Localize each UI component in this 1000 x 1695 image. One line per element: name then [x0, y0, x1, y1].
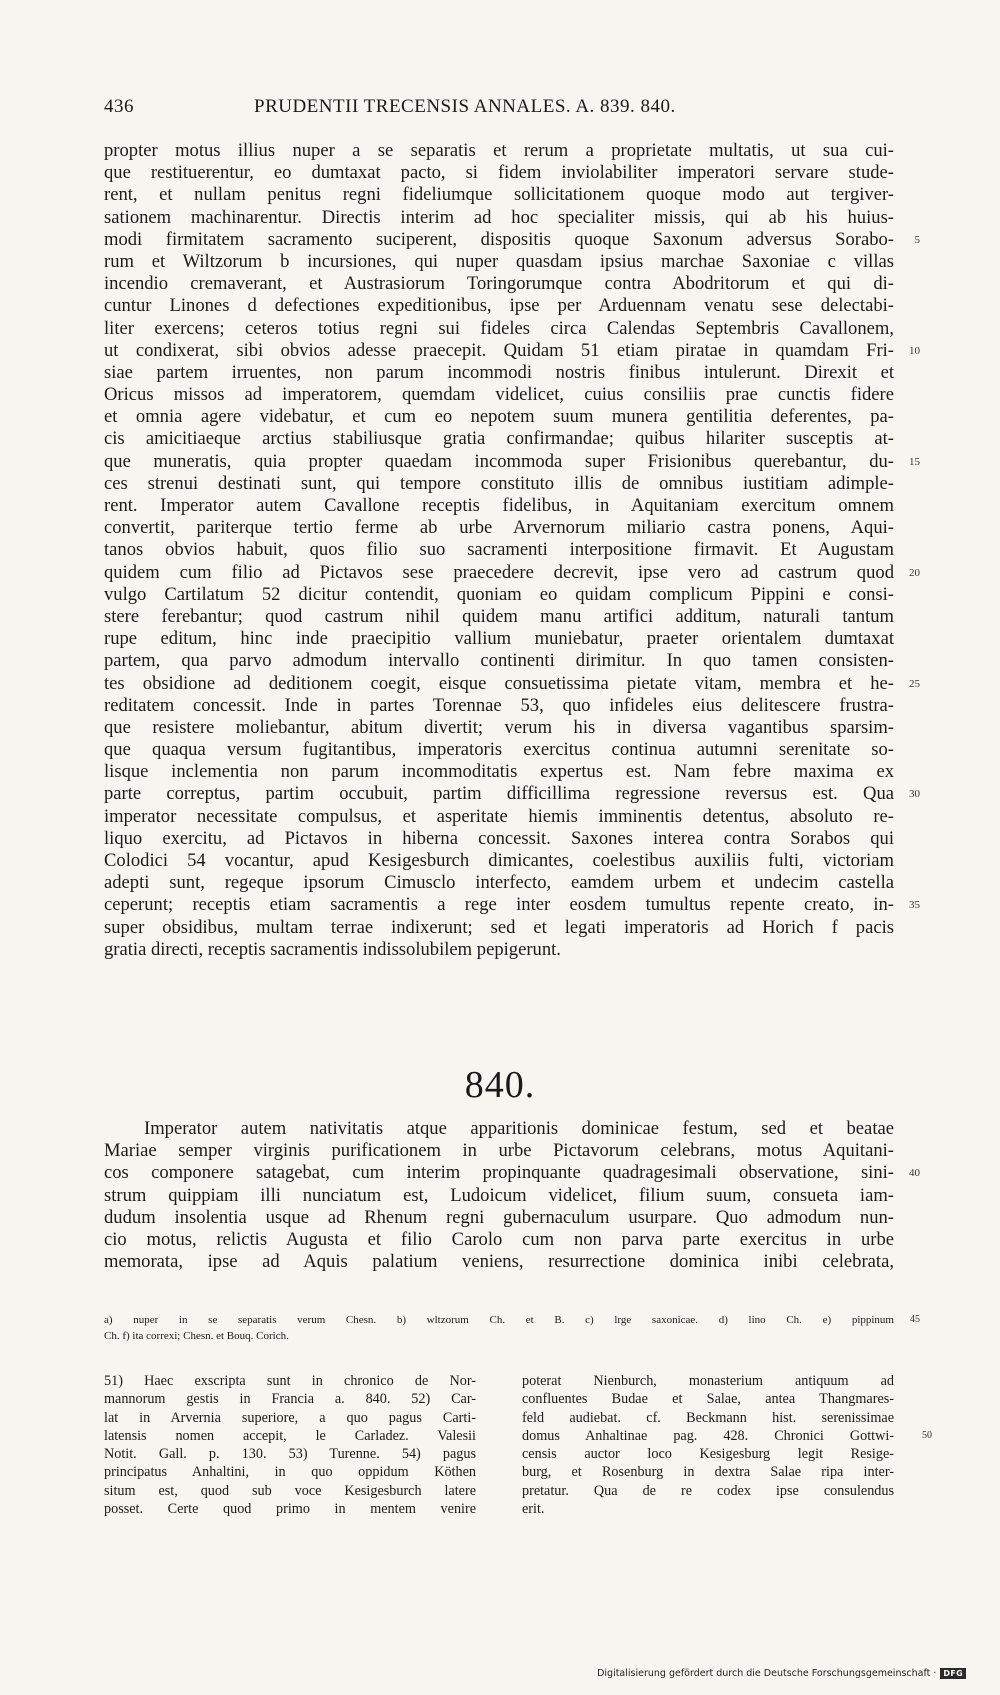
body-839-line: [104, 251, 894, 273]
note-right-line: [522, 1445, 894, 1463]
body-840-line: [104, 1162, 920, 1184]
body-839-line: [104, 495, 894, 517]
note-left-line-text: situm est, quod sub voce Kesigesburch latere: [104, 1482, 476, 1499]
body-840-line-text: cio motus, relictis Augusta et filio Carolo cum non parva parte exercitus in urbe: [104, 1228, 894, 1250]
body-839-line: [104, 850, 894, 872]
running-title: PRUDENTII TRECENSIS ANNALES. A. 839. 840.: [254, 96, 676, 117]
body-839-line: [104, 650, 894, 672]
year-heading: 840.: [464, 1064, 536, 1106]
page-number: 436: [104, 96, 134, 117]
body-839-line-text: partem, qua parvo admodum intervallo continenti dirimitur. In quo tamen consisten-: [104, 650, 894, 672]
body-839-line-text: siae partem irruentes, non parum incommodi nostris finibus intulerunt. Direxit et: [104, 361, 894, 383]
body-839-line: [104, 606, 894, 628]
body-839-line: [104, 473, 894, 495]
body-839-line-text: super obsidibus, multam terrae indixerunt; sed et legati imperatoris ad Horich f pacis: [104, 916, 894, 938]
body-840-line-text: cos componere satagebat, cum interim propinquante quadragesimali observatione, sini-: [104, 1162, 894, 1184]
body-839-line: [104, 428, 894, 450]
line-number: 5: [914, 233, 920, 246]
line-number: 50: [922, 1429, 932, 1441]
line-number: 35: [909, 899, 920, 912]
apparatus-line: [104, 1312, 920, 1328]
body-840-line-text: memorata, ipse ad Aquis palatium veniens, resurrectione dominica inibi celebrata,: [104, 1251, 894, 1273]
body-839-line: [104, 207, 894, 229]
body-839-line-text: gratia directi, receptis sacramentis indissolubilem pepigerunt.: [104, 938, 561, 960]
note-left-line: [104, 1409, 476, 1427]
body-839-line-text: stere ferebantur; quod castrum nihil quidem manu artifici additum, naturali tantum: [104, 605, 894, 627]
note-right-line-text: pretatur. Qua de re codex ipse consulendus: [522, 1482, 894, 1499]
note-right-line-text: burg, et Rosenburg in dextra Salae ripa inter-: [522, 1464, 894, 1481]
note-left-line-text: Notit. Gall. p. 130. 53) Turenne. 54) pagus: [104, 1446, 476, 1463]
body-839-line: [104, 739, 894, 761]
body-839-line-text: propter motus illius nuper a se separatis et rerum a proprietate multatis, ut sua cui-: [104, 140, 894, 161]
line-number: 25: [909, 677, 920, 690]
note-left-line-text: posset. Certe quod primo in mentem venire: [104, 1501, 476, 1518]
apparatus-line: [104, 1328, 894, 1344]
body-839-line-text: ceperunt; receptis etiam sacramentis a rege inter eosdem tumultus repente creato, in-: [104, 894, 894, 916]
body-840-line-text: dudum insolentia usque ad Rhenum regni gubernaculum usurpare. Quo admodum nun-: [104, 1206, 894, 1228]
main-text-840: [104, 1118, 920, 1273]
body-840-line: [104, 1140, 894, 1162]
body-839-line-text: modi firmitatem sacramento suciperent, dispositis quoque Saxonum adversus Sorabo-: [104, 228, 894, 250]
note-left-line-text: principatus Anhaltini, in quo oppidum Köthen: [104, 1464, 476, 1481]
body-839-line-text: cis amicitiaeque arctius stabiliusque gratia confirmandae; quibus hilariter susceptis at-: [104, 428, 894, 450]
body-839-line-text: liter exercens; ceteros totius regni sui fideles circa Calendas Septembris Cavallonem,: [104, 317, 894, 339]
line-number: 40: [909, 1167, 920, 1180]
body-839-line: [104, 783, 920, 805]
dfg-logo: DFG: [940, 1668, 966, 1679]
body-839-line: [104, 872, 894, 894]
body-839-line: [104, 517, 894, 539]
body-840-line-text: strum quippiam illi nunciatum est, Ludoicum videlicet, filium suum, consueta iam-: [104, 1184, 894, 1206]
body-839-line-text: imperator necessitate compulsus, et asperitate hiemis imminentis detentus, absoluto re-: [104, 805, 894, 827]
body-839-line: [104, 406, 894, 428]
body-839-line-text: parte correptus, partim occubuit, partim difficillima regressione reversus est. Qua: [104, 783, 894, 805]
body-839-line-text: cuntur Linones d defectiones expeditionibus, ipse per Arduennam venatu sese delectabi-: [104, 295, 894, 317]
body-840-line: [104, 1251, 894, 1273]
body-839-line: [104, 362, 894, 384]
note-left-line: [104, 1427, 476, 1445]
note-right-line: [522, 1372, 894, 1390]
body-839-line: [104, 917, 894, 939]
note-right-line: [522, 1463, 894, 1481]
body-839-line-text: et omnia agere videbatur, et cum eo nepotem suum munera gentilitia deferentes, pa-: [104, 406, 894, 428]
footnotes-right-column: [522, 1372, 932, 1518]
note-left-line-text: 51) Haec exscripta sunt in chronico de Nor-: [104, 1373, 476, 1389]
apparatus-line-text: Ch. f) ita correxi; Chesn. et Bouq. Corich.: [104, 1330, 289, 1342]
note-left-line-text: latensis nomen accepit, le Carladez. Valesii: [104, 1427, 476, 1444]
apparatus-line-text: a) nuper in se separatis verum Chesn. b) wltzorum Ch. et B. c) lrge saxonicae. d) lino Ch. e) pippinum: [104, 1314, 894, 1326]
body-839-line-text: Colodici 54 vocantur, apud Kesigesburch dimicantes, coelestibus auxiliis fulti, victoriam: [104, 850, 894, 871]
note-right-line-text: domus Anhaltinae pag. 428. Chronici Gottwi-: [522, 1427, 894, 1444]
body-839-line-text: incendio cremaverant, et Austrasiorum Toringorumque contra Abodritorum et qui di-: [104, 273, 894, 295]
body-840-line: [104, 1118, 894, 1140]
body-839-line-text: sationem machinarentur. Directis interim ad hoc specialiter missis, qui ab his huius-: [104, 206, 894, 228]
body-839-line-text: que quaqua versum fugitantibus, imperatoris exercitus continua autumni serenitate so-: [104, 739, 894, 761]
body-839-line-text: quidem cum filio ad Pictavos sese praecedere decrevit, ipse vero ad castrum quod: [104, 561, 894, 583]
note-right-line: [522, 1409, 894, 1427]
line-number: 45: [910, 1314, 920, 1325]
body-839-line: [104, 717, 894, 739]
main-text-839: [104, 140, 920, 961]
body-840-line: [104, 1229, 894, 1251]
credit-text: Digitalisierung gefördert durch die Deutsche Forschungsgemeinschaft ·: [597, 1668, 937, 1679]
note-right-line-text: feld audiebat. cf. Beckmann hist. serenissimae: [522, 1409, 894, 1426]
body-839-line: [104, 561, 920, 584]
body-839-line: [104, 273, 894, 295]
note-left-line-text: lat in Arvernia superiore, a quo pagus Carti-: [104, 1409, 476, 1426]
note-right-line-text: poterat Nienburch, monasterium antiquum ad: [522, 1373, 894, 1389]
body-839-line: [104, 318, 894, 340]
body-840-line: [104, 1207, 894, 1229]
body-840-line-text: Imperator autem nativitatis atque apparitionis dominicae festum, sed et beatae: [144, 1118, 894, 1139]
body-839-line-text: rum et Wiltzorum b incursiones, qui nuper quasdam ipsius marchae Saxoniae c villas: [104, 250, 894, 272]
note-right-line: [522, 1500, 894, 1518]
note-right-line-text: erit.: [522, 1501, 545, 1518]
body-839-line: [104, 228, 920, 251]
line-number: 20: [909, 566, 920, 579]
body-839-line: [104, 628, 894, 650]
body-839-line-text: vulgo Cartilatum 52 dicitur contendit, quoniam eo quidam complicum Pippini e consi-: [104, 583, 894, 605]
note-left-line: [104, 1500, 476, 1518]
body-839-line-text: rent, et nullam penitus regni fideliumque sollicitationem quoque modo aut tergiver-: [104, 184, 894, 206]
body-839-line: [104, 339, 920, 362]
body-839-line: [104, 295, 894, 317]
body-839-line: [104, 761, 894, 783]
body-839-line: [104, 806, 894, 828]
body-839-line: [104, 695, 894, 717]
body-839-line: [104, 384, 894, 406]
critical-apparatus: [104, 1312, 920, 1344]
body-840-line: [104, 1185, 894, 1207]
note-left-line: [104, 1390, 476, 1408]
body-839-line-text: rent. Imperator autem Cavallone receptis fidelibus, in Aquitaniam exercitum omnem: [104, 495, 894, 516]
body-839-line: [104, 584, 894, 606]
body-839-line: [104, 184, 894, 206]
body-839-line-text: ces strenui destinati sunt, qui tempore constituto illis de omnibus iustitiam adimple-: [104, 472, 894, 494]
note-left-line: [104, 1372, 476, 1390]
note-right-line-text: censis auctor loco Kesigesburg legit Resige-: [522, 1446, 894, 1463]
body-840-line-text: Mariae semper virginis purificationem in urbe Pictavorum celebrans, motus Aquitani-: [104, 1140, 894, 1162]
body-839-line-text: adepti sunt, regeque ipsorum Cimusclo interfecto, eamdem urbem et undecim castella: [104, 872, 894, 894]
note-right-line: [522, 1390, 894, 1408]
note-left-line: [104, 1463, 476, 1481]
body-839-line: [104, 140, 894, 162]
body-839-line: [104, 450, 920, 473]
footnotes-left-column: [104, 1372, 476, 1518]
note-left-line: [104, 1445, 476, 1463]
body-839-line: [104, 539, 894, 561]
digitization-credit: [597, 1668, 966, 1679]
note-right-line-text: confluentes Budae et Salae, antea Thangmares-: [522, 1391, 894, 1408]
body-839-line: [104, 162, 894, 184]
body-839-line-text: que resistere moliebantur, abitum divertit; verum his in diversa vagantibus sparsim-: [104, 716, 894, 738]
body-839-line-text: tanos obvios habuit, quos filio suo sacramenti interpositione firmavit. Et Augustam: [104, 539, 894, 561]
note-left-line-text: mannorum gestis in Francia a. 840. 52) Car-: [104, 1391, 476, 1408]
body-839-line-text: Oricus missos ad imperatorem, quemdam videlicet, cuius consiliis prae cunctis fidere: [104, 384, 894, 406]
body-839-line: [104, 828, 894, 850]
body-839-line: [104, 939, 894, 961]
note-right-line: [522, 1482, 894, 1500]
body-839-line-text: tes obsidione ad deditionem coegit, eisque consuetissima pietate vitam, membra et he-: [104, 672, 894, 694]
body-839-line-text: que restituerentur, eo dumtaxat pacto, si fidem inviolabiliter imperatori servare stude-: [104, 162, 894, 184]
body-839-line: [104, 672, 920, 695]
line-number: 15: [909, 455, 920, 468]
running-head: [104, 96, 894, 124]
body-839-line-text: ut condixerat, sibi obvios adesse praecepit. Quidam 51 etiam piratae in quamdam Fri-: [104, 339, 894, 361]
body-839-line-text: reditatem concessit. Inde in partes Torennae 53, quo infideles eius delitescere frustra-: [104, 694, 894, 716]
body-839-line-text: convertit, pariterque tertio ferme ab urbe Arvernorum miliario castra ponens, Aqui-: [104, 517, 894, 539]
body-839-line-text: lisque inclementia non parum incommoditatis expertus est. Nam febre maxima ex: [104, 761, 894, 783]
note-right-line: [522, 1427, 932, 1445]
body-839-line-text: rupe editum, hinc inde praecipitio vallium muniebatur, praeter orientalem dumtaxat: [104, 628, 894, 650]
body-839-line: [104, 894, 920, 916]
body-839-line-text: que muneratis, quia propter quaedam incommoda super Frisionibus querebantur, du-: [104, 450, 894, 472]
note-left-line: [104, 1482, 476, 1500]
body-839-line-text: liquo exercitu, ad Pictavos in hiberna concessit. Saxones interea contra Sorabos qui: [104, 827, 894, 849]
line-number: 30: [909, 788, 920, 801]
line-number: 10: [909, 344, 920, 357]
